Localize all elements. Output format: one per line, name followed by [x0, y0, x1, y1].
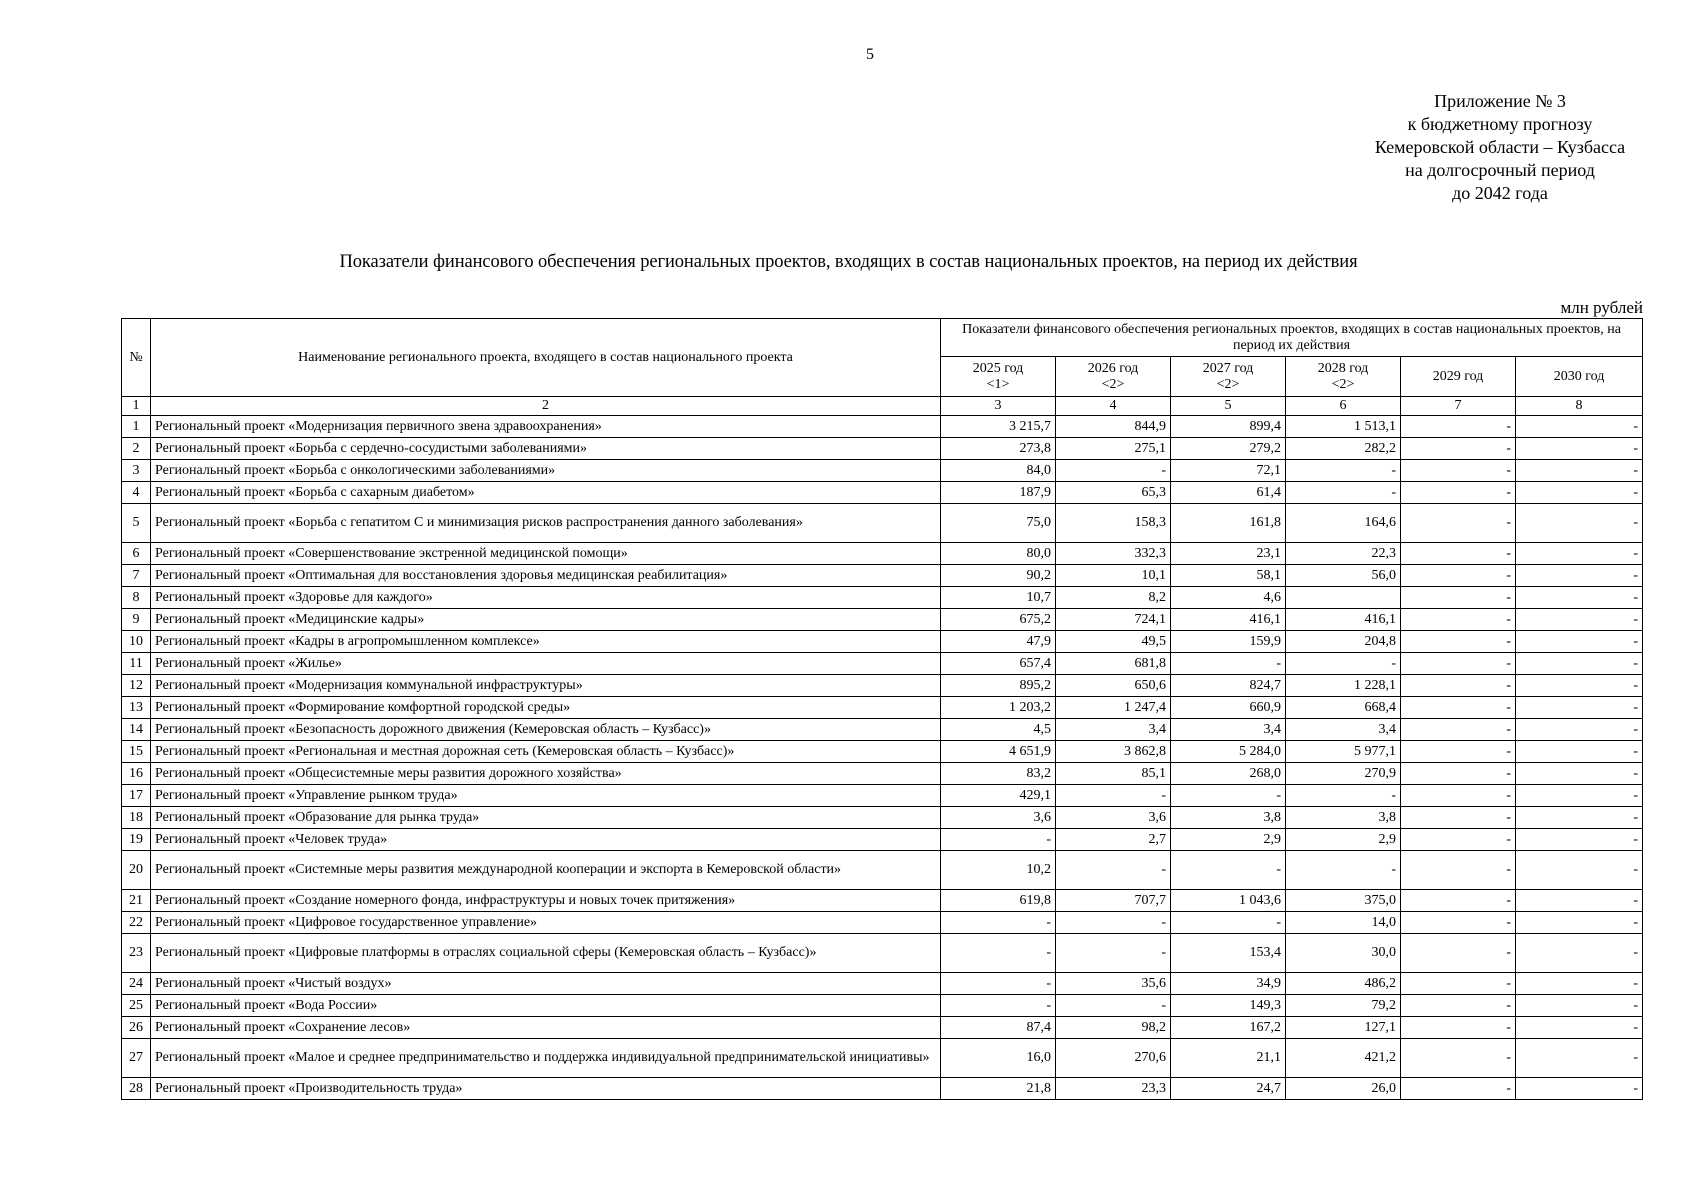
value-cell: 83,2 [941, 763, 1056, 785]
value-cell: 899,4 [1171, 416, 1286, 438]
row-number: 5 [122, 504, 151, 543]
value-cell: - [1286, 785, 1401, 807]
value-cell: 3 862,8 [1056, 741, 1171, 763]
value-cell: - [1401, 543, 1516, 565]
project-name: Региональный проект «Борьба с сахарным диабетом» [151, 482, 941, 504]
year-label: 2027 год [1202, 360, 1254, 376]
value-cell: 724,1 [1056, 609, 1171, 631]
value-cell: - [1056, 785, 1171, 807]
table-row [122, 631, 1643, 653]
value-cell: 21,8 [941, 1078, 1056, 1100]
row-number: 12 [122, 675, 151, 697]
value-cell: - [1401, 785, 1516, 807]
year-header [1171, 357, 1286, 397]
table-row [122, 504, 1643, 543]
project-name: Региональный проект «Вода России» [151, 995, 941, 1017]
value-cell: 270,9 [1286, 763, 1401, 785]
project-name: Региональный проект «Борьба с онкологическими заболеваниями» [151, 460, 941, 482]
value-cell: 16,0 [941, 1039, 1056, 1078]
page-number: 5 [866, 46, 874, 63]
project-name: Региональный проект «Человек труда» [151, 829, 941, 851]
value-cell: 49,5 [1056, 631, 1171, 653]
value-cell: - [1286, 460, 1401, 482]
document-title: Показатели финансового обеспечения региональных проектов, входящих в состав национальных проектов, на период их действия [339, 252, 1358, 272]
value-cell: 275,1 [1056, 438, 1171, 460]
value-cell: 1 513,1 [1286, 416, 1401, 438]
value-cell: 3 215,7 [941, 416, 1056, 438]
value-cell: - [1056, 851, 1171, 890]
value-cell: 47,9 [941, 631, 1056, 653]
row-number: 27 [122, 1039, 151, 1078]
value-cell: - [1401, 675, 1516, 697]
value-cell: - [941, 912, 1056, 934]
value-cell: - [1401, 587, 1516, 609]
value-cell: 84,0 [941, 460, 1056, 482]
value-cell: - [1171, 912, 1286, 934]
value-cell: 416,1 [1171, 609, 1286, 631]
row-number: 16 [122, 763, 151, 785]
row-number: 21 [122, 890, 151, 912]
value-cell: 153,4 [1171, 934, 1286, 973]
value-cell: 3,4 [1056, 719, 1171, 741]
value-cell: - [1516, 697, 1643, 719]
year-label: 2026 год [1087, 360, 1139, 376]
value-cell: 158,3 [1056, 504, 1171, 543]
column-group-header: Показатели финансового обеспечения региональных проектов, входящих в состав национальных проектов, на период их действия [941, 319, 1643, 357]
value-cell: - [941, 995, 1056, 1017]
value-cell: 657,4 [941, 653, 1056, 675]
row-number: 15 [122, 741, 151, 763]
value-cell: - [1401, 697, 1516, 719]
row-number: 4 [122, 482, 151, 504]
value-cell: 10,2 [941, 851, 1056, 890]
row-number: 11 [122, 653, 151, 675]
row-number: 10 [122, 631, 151, 653]
value-cell: - [1516, 438, 1643, 460]
value-cell: 149,3 [1171, 995, 1286, 1017]
value-cell: 4,5 [941, 719, 1056, 741]
table-row [122, 697, 1643, 719]
value-cell: 80,0 [941, 543, 1056, 565]
value-cell: - [1516, 416, 1643, 438]
value-cell: 5 977,1 [1286, 741, 1401, 763]
row-number: 28 [122, 1078, 151, 1100]
value-cell: - [1516, 719, 1643, 741]
row-number: 14 [122, 719, 151, 741]
row-number: 2 [122, 438, 151, 460]
table-row [122, 587, 1643, 609]
value-cell: - [1056, 460, 1171, 482]
value-cell: 56,0 [1286, 565, 1401, 587]
value-cell: 268,0 [1171, 763, 1286, 785]
value-cell: 2,9 [1286, 829, 1401, 851]
value-cell: - [1401, 416, 1516, 438]
project-name: Региональный проект «Цифровые платформы в отраслях социальной сферы (Кемеровская область – Кузбасс)» [151, 934, 941, 973]
value-cell: 1 228,1 [1286, 675, 1401, 697]
year-note: <2> [1331, 376, 1355, 392]
value-cell: 159,9 [1171, 631, 1286, 653]
row-number: 26 [122, 1017, 151, 1039]
column-header-number: № [122, 319, 151, 397]
table-row [122, 912, 1643, 934]
table-row [122, 995, 1643, 1017]
table-row [122, 565, 1643, 587]
value-cell: - [1516, 1039, 1643, 1078]
appendix-line: до 2042 года [1452, 183, 1548, 203]
appendix-block [1300, 90, 1697, 205]
project-name: Региональный проект «Медицинские кадры» [151, 609, 941, 631]
value-cell: - [1286, 851, 1401, 890]
column-index-cell: 4 [1056, 397, 1171, 416]
project-name: Региональный проект «Сохранение лесов» [151, 1017, 941, 1039]
row-number: 25 [122, 995, 151, 1017]
value-cell: 681,8 [1056, 653, 1171, 675]
value-cell: 204,8 [1286, 631, 1401, 653]
index-row [122, 397, 1643, 416]
value-cell: - [941, 829, 1056, 851]
value-cell: - [1401, 763, 1516, 785]
value-cell: 127,1 [1286, 1017, 1401, 1039]
value-cell: 486,2 [1286, 973, 1401, 995]
value-cell: - [1401, 504, 1516, 543]
value-cell: - [1516, 829, 1643, 851]
table-row [122, 785, 1643, 807]
value-cell: 26,0 [1286, 1078, 1401, 1100]
table-body [122, 416, 1643, 1100]
value-cell: 10,1 [1056, 565, 1171, 587]
row-number: 20 [122, 851, 151, 890]
value-cell: - [1171, 851, 1286, 890]
value-cell: 2,9 [1171, 829, 1286, 851]
year-label: 2030 год [1553, 368, 1605, 384]
project-name: Региональный проект «Региональная и местная дорожная сеть (Кемеровская область – Кузбасс)» [151, 741, 941, 763]
value-cell: 167,2 [1171, 1017, 1286, 1039]
table-row [122, 653, 1643, 675]
value-cell: - [1516, 741, 1643, 763]
value-cell: - [1516, 973, 1643, 995]
value-cell: - [1056, 912, 1171, 934]
value-cell: 650,6 [1056, 675, 1171, 697]
row-number: 22 [122, 912, 151, 934]
row-number: 3 [122, 460, 151, 482]
value-cell: - [1401, 1039, 1516, 1078]
row-number: 1 [122, 416, 151, 438]
value-cell: 23,1 [1171, 543, 1286, 565]
appendix-line: Приложение № 3 [1434, 91, 1566, 111]
value-cell: 270,6 [1056, 1039, 1171, 1078]
value-cell: 187,9 [941, 482, 1056, 504]
value-cell: 85,1 [1056, 763, 1171, 785]
table-row [122, 741, 1643, 763]
value-cell: 375,0 [1286, 890, 1401, 912]
project-name: Региональный проект «Малое и среднее предпринимательство и поддержка индивидуальной предпринимательской инициативы» [151, 1039, 941, 1078]
project-name: Региональный проект «Оптимальная для восстановления здоровья медицинская реабилитация» [151, 565, 941, 587]
value-cell: 3,4 [1286, 719, 1401, 741]
year-header [1401, 357, 1516, 397]
value-cell: 35,6 [1056, 973, 1171, 995]
table-row [122, 1017, 1643, 1039]
project-name: Региональный проект «Создание номерного фонда, инфраструктуры и новых точек притяжения» [151, 890, 941, 912]
value-cell: - [1401, 631, 1516, 653]
value-cell: 65,3 [1056, 482, 1171, 504]
year-note: <2> [1101, 376, 1125, 392]
year-header [1286, 357, 1401, 397]
units-label: млн рублей [1560, 298, 1643, 317]
appendix-line: на долгосрочный период [1405, 160, 1595, 180]
value-cell: 3,6 [941, 807, 1056, 829]
row-number: 6 [122, 543, 151, 565]
value-cell: - [1401, 995, 1516, 1017]
value-cell: - [1171, 785, 1286, 807]
table-row [122, 1078, 1643, 1100]
table-row [122, 934, 1643, 973]
value-cell: 164,6 [1286, 504, 1401, 543]
value-cell: - [1516, 675, 1643, 697]
value-cell: - [1401, 807, 1516, 829]
value-cell: - [1516, 609, 1643, 631]
value-cell: 675,2 [941, 609, 1056, 631]
value-cell: - [1516, 631, 1643, 653]
value-cell: 58,1 [1171, 565, 1286, 587]
table-row [122, 890, 1643, 912]
value-cell: 3,4 [1171, 719, 1286, 741]
table-row [122, 416, 1643, 438]
value-cell: 3,6 [1056, 807, 1171, 829]
column-index-cell: 1 [122, 397, 151, 416]
value-cell: 30,0 [1286, 934, 1401, 973]
project-name: Региональный проект «Безопасность дорожного движения (Кемеровская область – Кузбасс)» [151, 719, 941, 741]
column-index-cell: 6 [1286, 397, 1401, 416]
value-cell: - [1401, 1078, 1516, 1100]
value-cell: - [1286, 653, 1401, 675]
table-row [122, 1039, 1643, 1078]
value-cell: - [1516, 1017, 1643, 1039]
table-row [122, 543, 1643, 565]
value-cell: - [1401, 565, 1516, 587]
value-cell: - [1401, 934, 1516, 973]
table-row [122, 675, 1643, 697]
value-cell: - [1401, 890, 1516, 912]
project-name: Региональный проект «Здоровье для каждого» [151, 587, 941, 609]
value-cell: 619,8 [941, 890, 1056, 912]
value-cell: - [1516, 785, 1643, 807]
value-cell: - [1401, 719, 1516, 741]
value-cell: - [1401, 741, 1516, 763]
value-cell: 87,4 [941, 1017, 1056, 1039]
project-name: Региональный проект «Жилье» [151, 653, 941, 675]
value-cell: 161,8 [1171, 504, 1286, 543]
value-cell: - [1401, 653, 1516, 675]
appendix-line: к бюджетному прогнозу [1407, 114, 1593, 134]
value-cell: - [1401, 851, 1516, 890]
value-cell: - [1401, 438, 1516, 460]
value-cell: 1 043,6 [1171, 890, 1286, 912]
value-cell: 22,3 [1286, 543, 1401, 565]
value-cell: - [1401, 609, 1516, 631]
column-header-name: Наименование регионального проекта, входящего в состав национального проекта [151, 319, 941, 397]
value-cell: - [1056, 995, 1171, 1017]
value-cell: - [1056, 934, 1171, 973]
value-cell: - [1516, 763, 1643, 785]
table-row [122, 807, 1643, 829]
year-label: 2025 год [972, 360, 1024, 376]
value-cell: 3,8 [1286, 807, 1401, 829]
year-header [1516, 357, 1643, 397]
value-cell: - [1401, 973, 1516, 995]
year-label: 2028 год [1317, 360, 1369, 376]
row-number: 19 [122, 829, 151, 851]
value-cell: 2,7 [1056, 829, 1171, 851]
value-cell: 416,1 [1286, 609, 1401, 631]
row-number: 24 [122, 973, 151, 995]
value-cell: 72,1 [1171, 460, 1286, 482]
value-cell: - [1516, 587, 1643, 609]
value-cell: 3,8 [1171, 807, 1286, 829]
project-name: Региональный проект «Совершенствование экстренной медицинской помощи» [151, 543, 941, 565]
value-cell: 24,7 [1171, 1078, 1286, 1100]
value-cell: - [1516, 912, 1643, 934]
value-cell: 660,9 [1171, 697, 1286, 719]
value-cell: 279,2 [1171, 438, 1286, 460]
value-cell: - [1171, 653, 1286, 675]
value-cell: - [941, 973, 1056, 995]
value-cell: 895,2 [941, 675, 1056, 697]
year-header [1056, 357, 1171, 397]
value-cell: - [941, 934, 1056, 973]
value-cell: - [1516, 653, 1643, 675]
value-cell [1286, 587, 1401, 609]
value-cell: 4,6 [1171, 587, 1286, 609]
row-number: 8 [122, 587, 151, 609]
column-index-cell: 7 [1401, 397, 1516, 416]
value-cell: - [1401, 482, 1516, 504]
column-index-cell: 2 [151, 397, 941, 416]
project-name: Региональный проект «Модернизация коммунальной инфраструктуры» [151, 675, 941, 697]
table-row [122, 973, 1643, 995]
value-cell: 707,7 [1056, 890, 1171, 912]
value-cell: 429,1 [941, 785, 1056, 807]
project-name: Региональный проект «Борьба с сердечно-сосудистыми заболеваниями» [151, 438, 941, 460]
row-number: 7 [122, 565, 151, 587]
value-cell: 61,4 [1171, 482, 1286, 504]
value-cell: - [1401, 1017, 1516, 1039]
value-cell: 844,9 [1056, 416, 1171, 438]
value-cell: - [1516, 851, 1643, 890]
value-cell: 14,0 [1286, 912, 1401, 934]
value-cell: - [1516, 807, 1643, 829]
year-note: <2> [1216, 376, 1240, 392]
value-cell: - [1516, 482, 1643, 504]
table-row [122, 438, 1643, 460]
project-name: Региональный проект «Борьба с гепатитом С и минимизация рисков распространения данного заболевания» [151, 504, 941, 543]
project-name: Региональный проект «Системные меры развития международной кооперации и экспорта в Кемеровской области» [151, 851, 941, 890]
value-cell: - [1286, 482, 1401, 504]
value-cell: 34,9 [1171, 973, 1286, 995]
value-cell: 5 284,0 [1171, 741, 1286, 763]
value-cell: 8,2 [1056, 587, 1171, 609]
value-cell: - [1516, 934, 1643, 973]
value-cell: 1 203,2 [941, 697, 1056, 719]
value-cell: 668,4 [1286, 697, 1401, 719]
value-cell: 273,8 [941, 438, 1056, 460]
value-cell: 10,7 [941, 587, 1056, 609]
project-name: Региональный проект «Цифровое государственное управление» [151, 912, 941, 934]
value-cell: - [1516, 504, 1643, 543]
value-cell: - [1401, 460, 1516, 482]
value-cell: - [1516, 995, 1643, 1017]
column-index-cell: 5 [1171, 397, 1286, 416]
value-cell: 90,2 [941, 565, 1056, 587]
value-cell: 75,0 [941, 504, 1056, 543]
project-name: Региональный проект «Кадры в агропромышленном комплексе» [151, 631, 941, 653]
project-name: Региональный проект «Чистый воздух» [151, 973, 941, 995]
table-row [122, 482, 1643, 504]
column-index-cell: 3 [941, 397, 1056, 416]
year-label: 2029 год [1432, 368, 1484, 384]
row-number: 13 [122, 697, 151, 719]
value-cell: 79,2 [1286, 995, 1401, 1017]
table-row [122, 763, 1643, 785]
project-name: Региональный проект «Управление рынком труда» [151, 785, 941, 807]
value-cell: 282,2 [1286, 438, 1401, 460]
value-cell: 4 651,9 [941, 741, 1056, 763]
project-name: Региональный проект «Общесистемные меры развития дорожного хозяйства» [151, 763, 941, 785]
value-cell: - [1516, 460, 1643, 482]
value-cell: 21,1 [1171, 1039, 1286, 1078]
row-number: 23 [122, 934, 151, 973]
value-cell: - [1516, 565, 1643, 587]
value-cell: 23,3 [1056, 1078, 1171, 1100]
financing-table [121, 318, 1643, 1100]
value-cell: 1 247,4 [1056, 697, 1171, 719]
year-header [941, 357, 1056, 397]
value-cell: 332,3 [1056, 543, 1171, 565]
table-row [122, 719, 1643, 741]
table-row [122, 851, 1643, 890]
value-cell: - [1516, 890, 1643, 912]
value-cell: - [1516, 1078, 1643, 1100]
value-cell: 98,2 [1056, 1017, 1171, 1039]
value-cell: - [1516, 543, 1643, 565]
project-name: Региональный проект «Производительность труда» [151, 1078, 941, 1100]
value-cell: - [1401, 912, 1516, 934]
row-number: 18 [122, 807, 151, 829]
project-name: Региональный проект «Модернизация первичного звена здравоохранения» [151, 416, 941, 438]
table-row [122, 609, 1643, 631]
column-index-cell: 8 [1516, 397, 1643, 416]
row-number: 17 [122, 785, 151, 807]
project-name: Региональный проект «Образование для рынка труда» [151, 807, 941, 829]
year-note: <1> [986, 376, 1010, 392]
value-cell: - [1401, 829, 1516, 851]
appendix-line: Кемеровской области – Кузбасса [1374, 137, 1626, 157]
project-name: Региональный проект «Формирование комфортной городской среды» [151, 697, 941, 719]
value-cell: 421,2 [1286, 1039, 1401, 1078]
table-row [122, 460, 1643, 482]
row-number: 9 [122, 609, 151, 631]
value-cell: 824,7 [1171, 675, 1286, 697]
table-row [122, 829, 1643, 851]
